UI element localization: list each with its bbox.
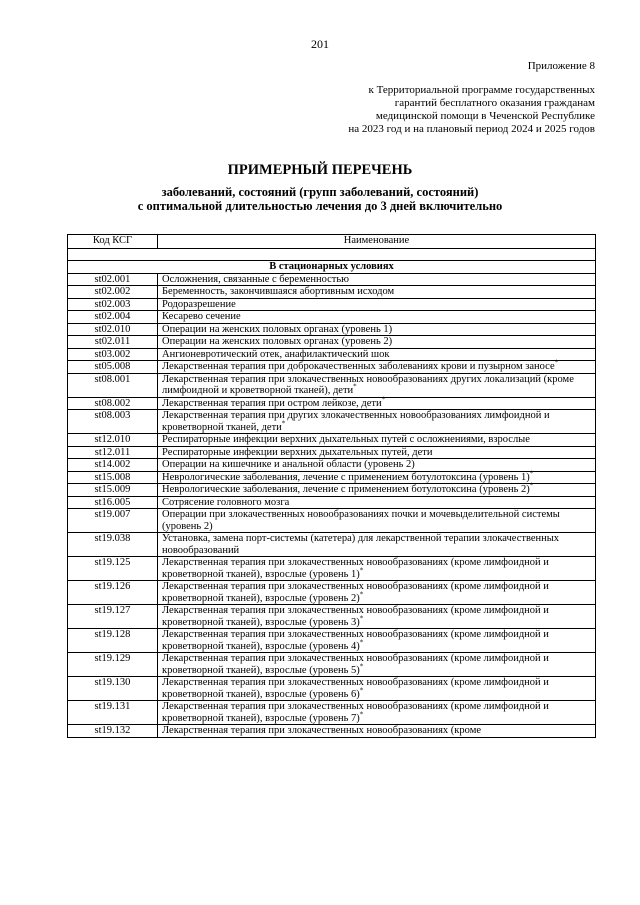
ksg-code-cell: st02.010 bbox=[68, 323, 158, 336]
ksg-name-text: Лекарственная терапия при злокачественных новообразованиях (кроме лимфоидной и кроветворной тканей), взрослые (уровень 1) bbox=[162, 557, 549, 580]
ksg-name-text: Беременность, закончившаяся абортивным исходом bbox=[162, 286, 395, 297]
ksg-name-text: Лекарственная терапия при остром лейкозе, дети bbox=[162, 397, 382, 409]
ksg-code-cell: st05.008 bbox=[68, 361, 158, 374]
table-row bbox=[68, 484, 596, 497]
ksg-name-cell bbox=[158, 496, 596, 509]
ksg-code-cell: st12.010 bbox=[68, 434, 158, 447]
ksg-name-text: Кесарево сечение bbox=[162, 311, 241, 322]
ksg-name-cell bbox=[158, 557, 596, 581]
table-row bbox=[68, 273, 596, 286]
ksg-code-cell: st19.126 bbox=[68, 581, 158, 605]
footnote-mark: * bbox=[359, 566, 364, 574]
table-body bbox=[68, 249, 596, 738]
ksg-code-cell: st02.004 bbox=[68, 311, 158, 324]
ksg-name-cell bbox=[158, 581, 596, 605]
ksg-name-text: Операции на кишечнике и анальной области (уровень 2) bbox=[162, 459, 415, 470]
ksg-name-text: Осложнения, связанные с беременностью bbox=[162, 273, 350, 285]
ksg-name-cell bbox=[158, 410, 596, 434]
table-header-row bbox=[68, 235, 596, 249]
ksg-code-cell: st12.011 bbox=[68, 446, 158, 459]
ksg-name-text: Лекарственная терапия при доброкачественных заболеваниях крови и пузырном заносе bbox=[162, 361, 555, 372]
ksg-code-cell: st08.002 bbox=[68, 397, 158, 410]
table-row bbox=[68, 677, 596, 701]
ksg-code-cell: st19.130 bbox=[68, 677, 158, 701]
ksg-name-cell bbox=[158, 629, 596, 653]
footnote-mark: * bbox=[359, 662, 364, 670]
ksg-name-cell bbox=[158, 358, 596, 374]
title-subtitle-1: заболеваний, состояний (групп заболеваний, состояний) bbox=[161, 185, 479, 199]
header-code: Код КСГ bbox=[68, 235, 158, 249]
footnote-mark: * bbox=[529, 481, 534, 490]
ksg-name-cell bbox=[158, 348, 596, 361]
ksg-name-cell bbox=[158, 481, 596, 497]
table-row bbox=[68, 336, 596, 349]
ksg-code-cell: st02.003 bbox=[68, 298, 158, 311]
table-row bbox=[68, 410, 596, 434]
ksg-code-cell: st19.125 bbox=[68, 557, 158, 581]
ksg-name-cell bbox=[158, 286, 596, 299]
ksg-name-text: Ангионевротический отек, анафилактический шок bbox=[162, 348, 390, 360]
ksg-name-cell bbox=[158, 336, 596, 349]
footnote-mark: * bbox=[529, 469, 534, 477]
ksg-code-cell: st19.038 bbox=[68, 533, 158, 557]
table-row bbox=[68, 629, 596, 653]
footnote-mark: * bbox=[281, 419, 286, 427]
ksg-name-cell bbox=[158, 533, 596, 557]
ksg-name-text: Лекарственная терапия при злокачественных новообразованиях (кроме лимфоидной и кроветворной тканей), взрослые (уровень 5) bbox=[162, 653, 549, 676]
footnote-mark: * bbox=[554, 358, 559, 367]
ksg-code-cell: st02.002 bbox=[68, 286, 158, 299]
ksg-name-text: Респираторные инфекции верхних дыхательных путей, дети bbox=[162, 446, 433, 458]
table-row bbox=[68, 286, 596, 299]
ksg-name-text: Операции при злокачественных новообразованиях почки и мочевыделительной системы (уровень 2) bbox=[162, 509, 560, 532]
ksg-name-text: Лекарственная терапия при злокачественных новообразованиях (кроме лимфоидной и кроветворной тканей), взрослые (уровень 2) bbox=[162, 581, 549, 604]
ksg-name-text: Установка, замена порт-системы (катетера) для лекарственной терапии злокачественных новообразований bbox=[162, 533, 560, 556]
table-row bbox=[68, 311, 596, 324]
ksg-name-cell bbox=[158, 323, 596, 336]
appendix-line: на 2023 год и на плановый период 2024 и 2025 годов bbox=[348, 123, 595, 135]
ksg-name-text: Лекарственная терапия при злокачественных новообразованиях (кроме лимфоидной и кроветворной тканей), взрослые (уровень 7) bbox=[162, 701, 549, 724]
section-title: В стационарных условиях bbox=[68, 261, 596, 274]
ksg-code-cell: st14.002 bbox=[68, 459, 158, 472]
ksg-code-cell: st08.003 bbox=[68, 410, 158, 434]
page-number: 201 bbox=[311, 37, 329, 51]
table-row bbox=[68, 557, 596, 581]
ksg-code-cell: st16.005 bbox=[68, 496, 158, 509]
table-row bbox=[68, 298, 596, 311]
ksg-name-text: Операции на женских половых органах (уровень 1) bbox=[162, 323, 393, 335]
table-row bbox=[68, 701, 596, 725]
table-row bbox=[68, 446, 596, 459]
ksg-name-text: Лекарственная терапия при злокачественных новообразованиях других локализаций (кроме лимфоидной и кроветворной тканей), дети bbox=[162, 373, 574, 396]
ksg-name-text: Лекарственная терапия при других злокачественных новообразованиях лимфоидной и кроветворной тканей, дети bbox=[162, 410, 550, 433]
table-row bbox=[68, 725, 596, 738]
ksg-name-text: Операции на женских половых органах (уровень 2) bbox=[162, 336, 393, 347]
ksg-code-cell: st15.009 bbox=[68, 484, 158, 497]
footnote-mark: * bbox=[359, 590, 364, 598]
table-row bbox=[68, 323, 596, 336]
table-row bbox=[68, 581, 596, 605]
ksg-name-text: Родоразрешение bbox=[162, 298, 236, 310]
ksg-code-cell: st02.011 bbox=[68, 336, 158, 349]
ksg-name-cell bbox=[158, 509, 596, 533]
title-main: ПРИМЕРНЫЙ ПЕРЕЧЕНЬ bbox=[227, 162, 413, 178]
table-row bbox=[68, 434, 596, 447]
appendix-line: медицинской помощи в Чеченской Республике bbox=[375, 110, 595, 122]
table-row bbox=[68, 509, 596, 533]
ksg-name-cell bbox=[158, 653, 596, 677]
table-row bbox=[68, 471, 596, 484]
ksg-code-cell: st19.128 bbox=[68, 629, 158, 653]
ksg-code-cell: st02.001 bbox=[68, 273, 158, 286]
appendix-line: к Территориальной программе государственных bbox=[368, 84, 595, 96]
ksg-name-text: Неврологические заболевания, лечение с применением ботулотоксина (уровень 2) bbox=[162, 484, 530, 495]
ksg-name-cell bbox=[158, 605, 596, 629]
appendix-label: Приложение 8 bbox=[527, 60, 595, 72]
empty-row bbox=[68, 249, 596, 261]
ksg-name-text: Лекарственная терапия при злокачественных новообразованиях (кроме bbox=[162, 725, 482, 736]
ksg-table bbox=[67, 234, 596, 738]
ksg-name-text: Лекарственная терапия при злокачественных новообразованиях (кроме лимфоидной и кроветворной тканей), взрослые (уровень 6) bbox=[162, 677, 549, 700]
ksg-name-cell bbox=[158, 311, 596, 324]
title-subtitle-2: с оптимальной длительностью лечения до 3 дней включительно bbox=[137, 199, 503, 213]
footnote-mark: * bbox=[359, 614, 364, 622]
footnote-mark: * bbox=[353, 382, 357, 391]
ksg-code-cell: st19.129 bbox=[68, 653, 158, 677]
ksg-name-text: Лекарственная терапия при злокачественных новообразованиях (кроме лимфоидной и кроветворной тканей), взрослые (уровень 3) bbox=[162, 605, 549, 628]
appendix-block bbox=[348, 84, 595, 136]
document-title bbox=[0, 162, 640, 213]
ksg-name-text: Неврологические заболевания, лечение с применением ботулотоксина (уровень 1) bbox=[162, 471, 530, 483]
ksg-code-cell: st19.132 bbox=[68, 725, 158, 738]
ksg-name-cell bbox=[158, 373, 596, 397]
ksg-name-cell bbox=[158, 273, 596, 286]
footnote-mark: * bbox=[359, 686, 364, 694]
table-row bbox=[68, 361, 596, 374]
table-row bbox=[68, 533, 596, 557]
appendix-line: гарантий бесплатного оказания гражданам bbox=[394, 97, 595, 109]
ksg-name-text: Респираторные инфекции верхних дыхательных путей с осложнениями, взрослые bbox=[162, 434, 530, 445]
ksg-name-text: Лекарственная терапия при злокачественных новообразованиях (кроме лимфоидной и кроветворной тканей), взрослые (уровень 4) bbox=[162, 629, 549, 652]
ksg-name-cell bbox=[158, 298, 596, 311]
footnote-mark: * bbox=[381, 395, 386, 403]
ksg-code-cell: st15.008 bbox=[68, 471, 158, 484]
ksg-code-cell: st19.131 bbox=[68, 701, 158, 725]
section-row bbox=[68, 261, 596, 274]
ksg-code-cell: st19.127 bbox=[68, 605, 158, 629]
ksg-name-cell bbox=[158, 677, 596, 701]
ksg-name-cell bbox=[158, 701, 596, 725]
ksg-name-cell bbox=[158, 397, 596, 410]
table-row bbox=[68, 459, 596, 472]
header-name: Наименование bbox=[158, 235, 596, 249]
ksg-code-cell: st19.007 bbox=[68, 509, 158, 533]
table-row bbox=[68, 397, 596, 410]
table-row bbox=[68, 348, 596, 361]
ksg-name-cell bbox=[158, 446, 596, 459]
footnote-mark: * bbox=[359, 710, 364, 718]
ksg-code-cell: st08.001 bbox=[68, 373, 158, 397]
footnote-mark: * bbox=[359, 638, 364, 646]
ksg-name-cell bbox=[158, 434, 596, 447]
table-row bbox=[68, 653, 596, 677]
table-row bbox=[68, 605, 596, 629]
table-row bbox=[68, 373, 596, 397]
ksg-name-cell bbox=[158, 725, 596, 738]
table-row bbox=[68, 496, 596, 509]
ksg-name-text: Сотрясение головного мозга bbox=[162, 496, 290, 508]
ksg-code-cell: st03.002 bbox=[68, 348, 158, 361]
